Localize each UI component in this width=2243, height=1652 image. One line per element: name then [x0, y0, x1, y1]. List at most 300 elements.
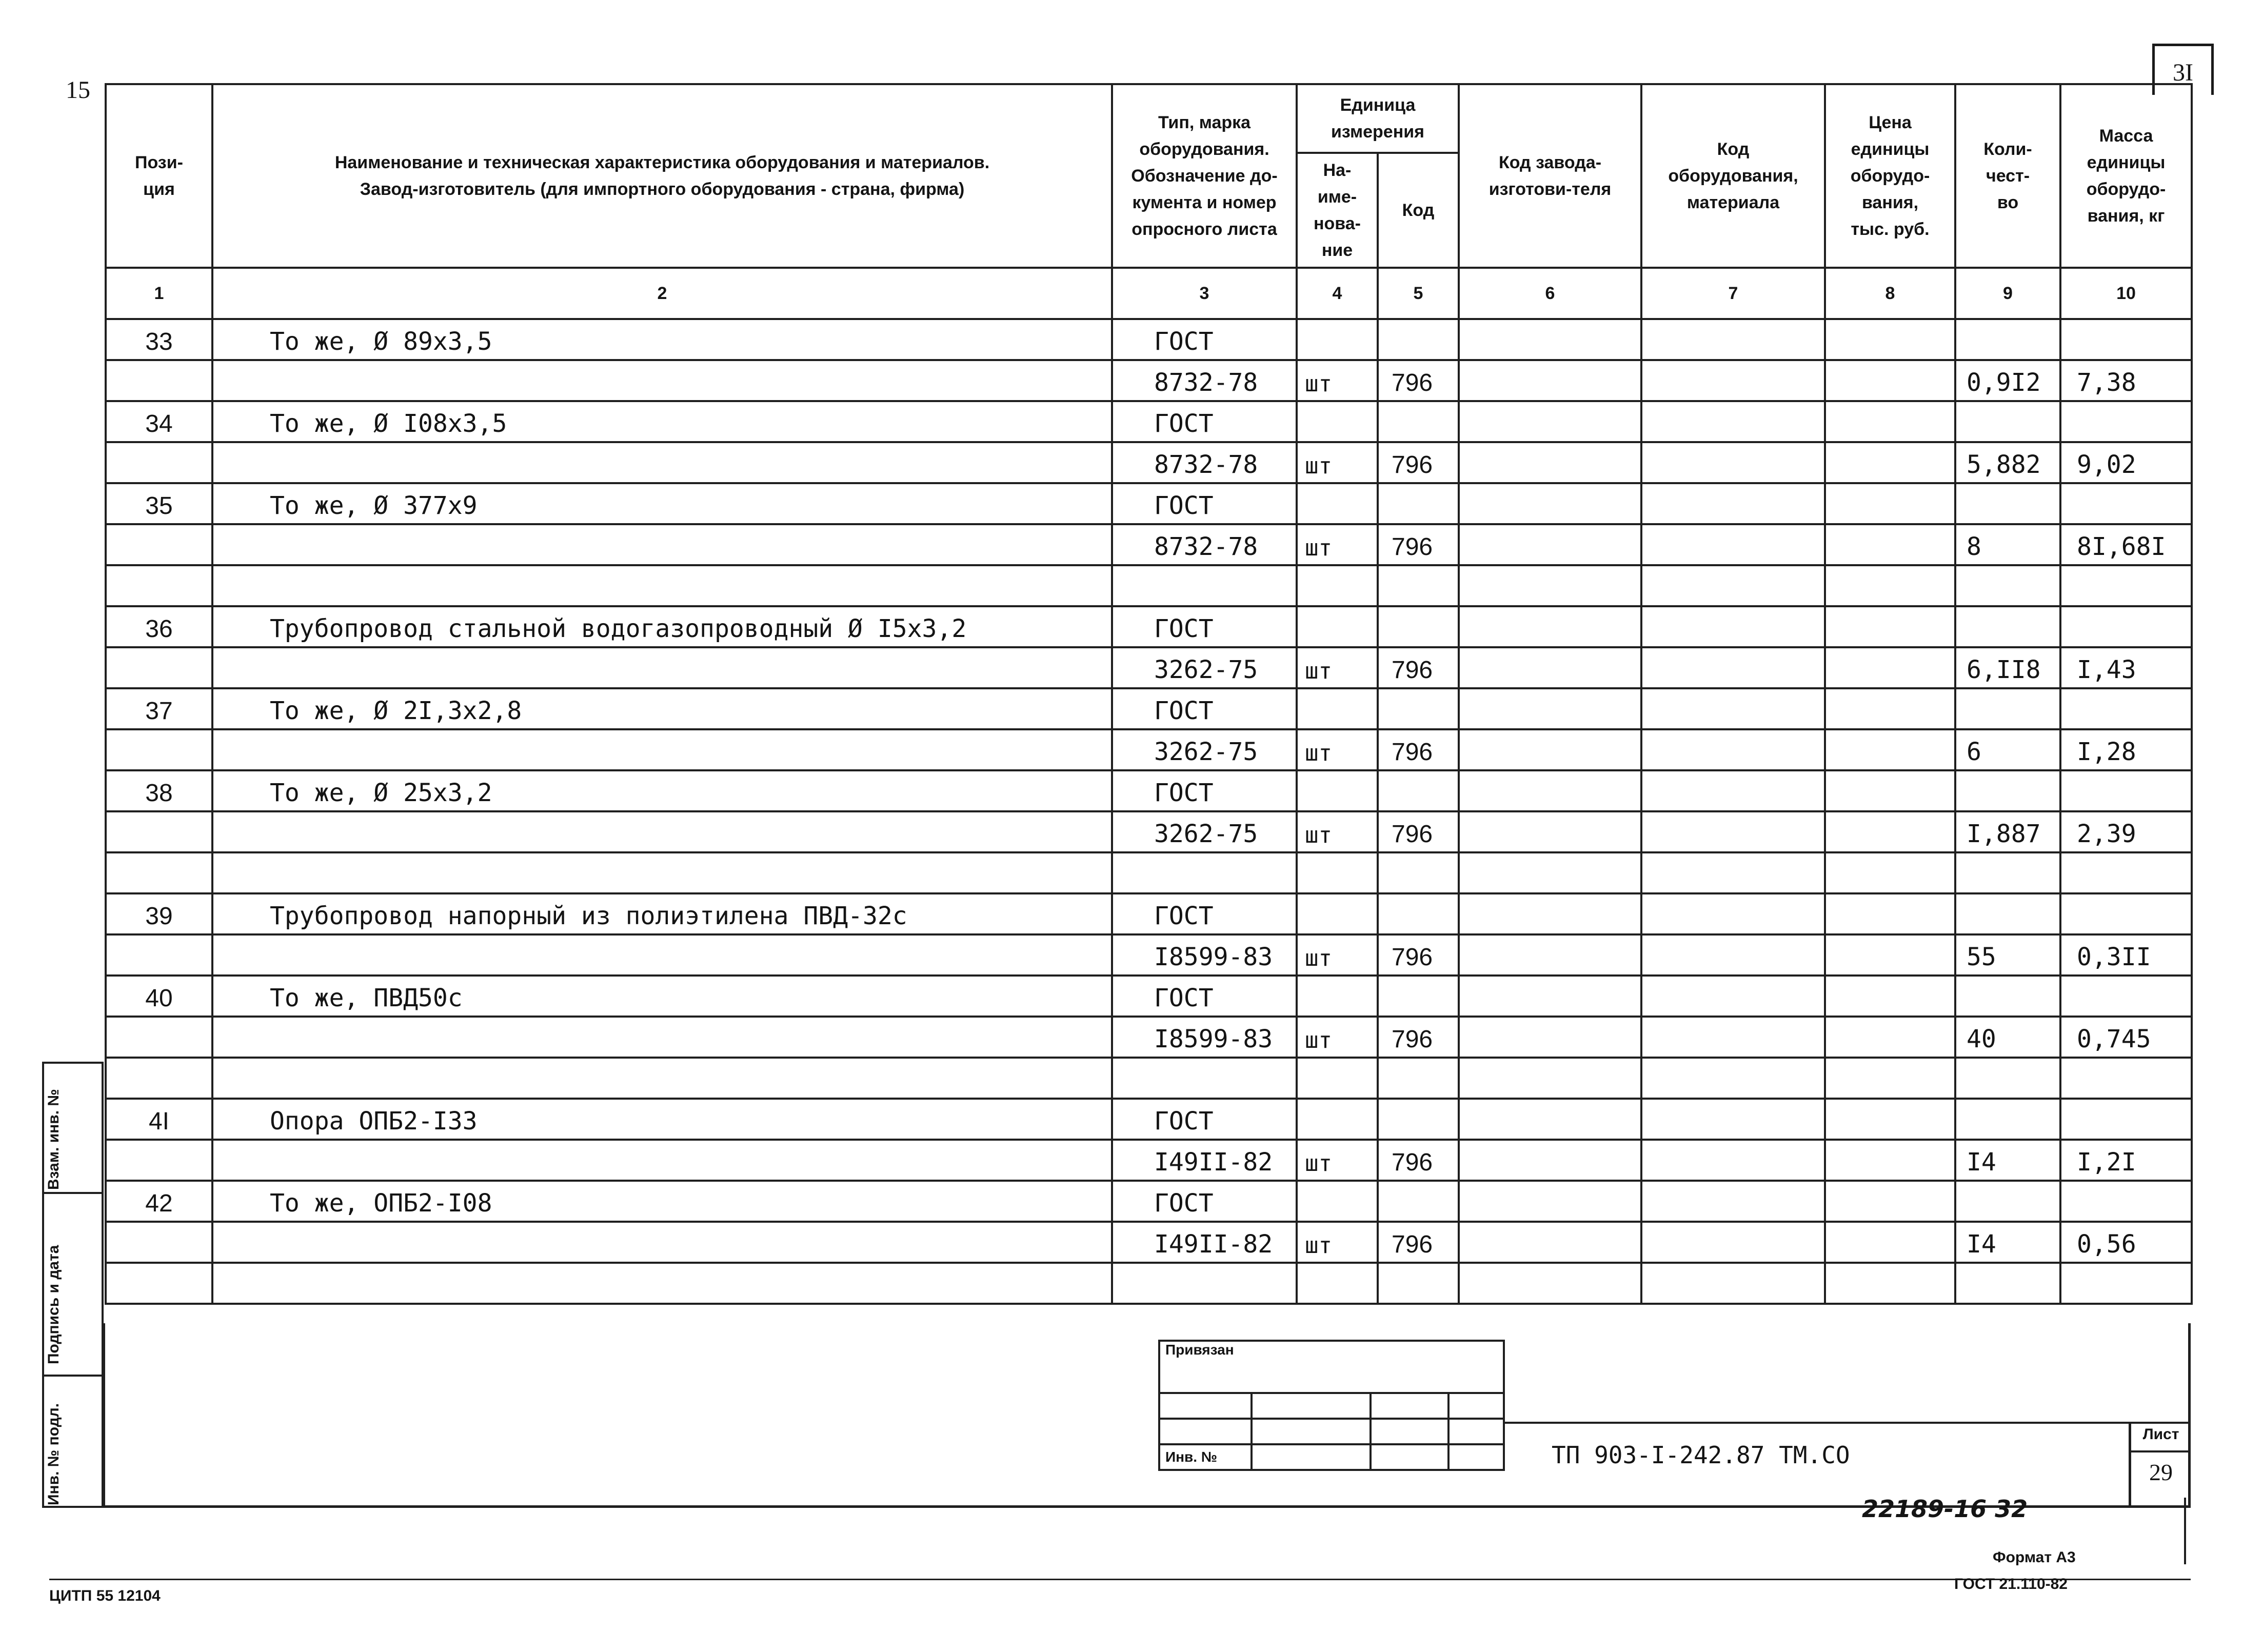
row-name: То же, Ø I08х3,5 [212, 401, 1112, 442]
row-price [1825, 1017, 1955, 1058]
row-name: То же, ПВД50с [212, 976, 1112, 1017]
row-qty: I,887 [1955, 811, 2060, 852]
row-mass: I,43 [2060, 647, 2192, 688]
row-unit: шт [1297, 360, 1378, 401]
row-equipment-code [1641, 1263, 1825, 1304]
row-code [1378, 976, 1459, 1017]
row-code [1378, 688, 1459, 729]
table-row [106, 1058, 2192, 1099]
row-mass [2060, 401, 2192, 442]
row-price [1825, 934, 1955, 976]
row-type: 8732-78 [1112, 442, 1297, 483]
table-row [106, 606, 2192, 647]
row-type: ГОСТ [1112, 606, 1297, 647]
row-qty [1955, 852, 2060, 893]
row-equipment-code [1641, 524, 1825, 565]
row-mass: 0,745 [2060, 1017, 2192, 1058]
row-factory-code [1459, 1017, 1641, 1058]
format-label: Формат А3 [1993, 1549, 2076, 1566]
row-name [212, 852, 1112, 893]
table-row [106, 688, 2192, 729]
row-factory-code [1459, 852, 1641, 893]
row-factory-code [1459, 770, 1641, 811]
row-price [1825, 606, 1955, 647]
row-name [212, 811, 1112, 852]
row-code [1378, 1099, 1459, 1140]
row-unit [1297, 1099, 1378, 1140]
table-row [106, 811, 2192, 852]
row-equipment-code [1641, 401, 1825, 442]
row-type: I8599-83 [1112, 1017, 1297, 1058]
row-price [1825, 1263, 1955, 1304]
row-unit [1297, 606, 1378, 647]
row-qty [1955, 1263, 2060, 1304]
row-qty [1955, 319, 2060, 360]
row-factory-code [1459, 1099, 1641, 1140]
row-factory-code [1459, 1058, 1641, 1099]
row-factory-code [1459, 1181, 1641, 1222]
row-code [1378, 483, 1459, 524]
row-factory-code [1459, 606, 1641, 647]
table-row [106, 1181, 2192, 1222]
sheet-number: 3I [2173, 59, 2193, 86]
doc-code: ТП 903-I-242.87 ТМ.СО [1552, 1441, 1850, 1469]
row-type: ГОСТ [1112, 1099, 1297, 1140]
row-code: 796 [1378, 360, 1459, 401]
row-name: То же, Ø 377х9 [212, 483, 1112, 524]
row-mass [2060, 1058, 2192, 1099]
row-factory-code [1459, 442, 1641, 483]
row-mass [2060, 893, 2192, 934]
row-position [106, 524, 212, 565]
row-factory-code [1459, 524, 1641, 565]
row-qty [1955, 1181, 2060, 1222]
col-number: 1 [106, 268, 212, 319]
col-number: 6 [1459, 268, 1641, 319]
row-mass: I,28 [2060, 729, 2192, 770]
gost-label: ГОСТ 21.110-82 [1954, 1576, 2068, 1593]
row-name: То же, Ø 2I,3х2,8 [212, 688, 1112, 729]
row-factory-code [1459, 1140, 1641, 1181]
row-type: ГОСТ [1112, 688, 1297, 729]
row-mass: 7,38 [2060, 360, 2192, 401]
row-mass [2060, 606, 2192, 647]
row-price [1825, 1222, 1955, 1263]
row-mass [2060, 1181, 2192, 1222]
row-code: 796 [1378, 524, 1459, 565]
side-label-signature: Подпись и дата [45, 1245, 62, 1364]
row-mass [2060, 852, 2192, 893]
row-qty: 40 [1955, 1017, 2060, 1058]
row-equipment-code [1641, 319, 1825, 360]
row-unit [1297, 1181, 1378, 1222]
row-qty [1955, 401, 2060, 442]
table-row [106, 934, 2192, 976]
row-name [212, 565, 1112, 606]
row-equipment-code [1641, 852, 1825, 893]
row-position [106, 647, 212, 688]
row-factory-code [1459, 1263, 1641, 1304]
row-qty: I4 [1955, 1222, 2060, 1263]
row-price [1825, 1099, 1955, 1140]
row-name [212, 729, 1112, 770]
col-number: 3 [1112, 268, 1297, 319]
row-position [106, 811, 212, 852]
row-price [1825, 1181, 1955, 1222]
col-unit-code-header: Код [1378, 153, 1459, 268]
col-factory-code-header: Код завода-изготови-теля [1459, 84, 1641, 268]
col-number: 5 [1378, 268, 1459, 319]
row-price [1825, 770, 1955, 811]
row-position [106, 442, 212, 483]
side-label-replaced-inv: Взам. инв. № [45, 1089, 62, 1190]
row-factory-code [1459, 893, 1641, 934]
row-code [1378, 1058, 1459, 1099]
row-unit: шт [1297, 811, 1378, 852]
table-row [106, 1140, 2192, 1181]
row-price [1825, 688, 1955, 729]
row-position: 42 [106, 1181, 212, 1222]
doc-code-line [1503, 1422, 2191, 1424]
row-name: То же, Ø 89х3,5 [212, 319, 1112, 360]
row-position: 34 [106, 401, 212, 442]
row-code: 796 [1378, 647, 1459, 688]
row-equipment-code [1641, 770, 1825, 811]
row-unit: шт [1297, 934, 1378, 976]
row-qty [1955, 893, 2060, 934]
table-row [106, 1263, 2192, 1304]
col-qty-header: Коли-чест-во [1955, 84, 2060, 268]
row-type: I49II-82 [1112, 1140, 1297, 1181]
row-unit [1297, 565, 1378, 606]
row-price [1825, 319, 1955, 360]
row-type: ГОСТ [1112, 893, 1297, 934]
row-unit [1297, 976, 1378, 1017]
row-position [106, 1058, 212, 1099]
row-price [1825, 442, 1955, 483]
row-equipment-code [1641, 483, 1825, 524]
row-qty [1955, 770, 2060, 811]
row-equipment-code [1641, 565, 1825, 606]
col-number: 2 [212, 268, 1112, 319]
row-position: 35 [106, 483, 212, 524]
row-price [1825, 1058, 1955, 1099]
row-name [212, 524, 1112, 565]
row-position [106, 729, 212, 770]
bottom-left-label: ЦИТП 55 12104 [49, 1587, 161, 1604]
row-qty: 6,II8 [1955, 647, 2060, 688]
row-position: 36 [106, 606, 212, 647]
table-row [106, 893, 2192, 934]
table-row [106, 1017, 2192, 1058]
row-mass [2060, 976, 2192, 1017]
table-row [106, 483, 2192, 524]
table-body [106, 319, 2192, 1304]
row-equipment-code [1641, 1058, 1825, 1099]
col-position-header: Пози- ция [106, 84, 212, 268]
row-code [1378, 852, 1459, 893]
row-type: ГОСТ [1112, 319, 1297, 360]
col-number: 4 [1297, 268, 1378, 319]
row-unit [1297, 1263, 1378, 1304]
row-type: 8732-78 [1112, 360, 1297, 401]
row-name [212, 934, 1112, 976]
row-code: 796 [1378, 442, 1459, 483]
row-equipment-code [1641, 442, 1825, 483]
col-price-header: Цена единицы оборудо-вания, тыс. руб. [1825, 84, 1955, 268]
row-qty: I4 [1955, 1140, 2060, 1181]
row-price [1825, 1140, 1955, 1181]
row-position [106, 1017, 212, 1058]
row-type: ГОСТ [1112, 1181, 1297, 1222]
row-unit [1297, 852, 1378, 893]
row-position [106, 1222, 212, 1263]
row-equipment-code [1641, 893, 1825, 934]
row-equipment-code [1641, 976, 1825, 1017]
col-name-header [212, 84, 1112, 268]
row-type: I8599-83 [1112, 934, 1297, 976]
row-mass [2060, 770, 2192, 811]
row-unit [1297, 401, 1378, 442]
row-unit: шт [1297, 1140, 1378, 1181]
row-mass [2060, 1099, 2192, 1140]
row-position: 37 [106, 688, 212, 729]
row-factory-code [1459, 1222, 1641, 1263]
row-code [1378, 401, 1459, 442]
row-equipment-code [1641, 811, 1825, 852]
row-unit: шт [1297, 524, 1378, 565]
row-qty [1955, 688, 2060, 729]
row-factory-code [1459, 976, 1641, 1017]
row-mass: 2,39 [2060, 811, 2192, 852]
row-mass: 0,3II [2060, 934, 2192, 976]
table-row [106, 852, 2192, 893]
attached-label: Привязан [1159, 1341, 1504, 1393]
table-row [106, 565, 2192, 606]
row-qty [1955, 1099, 2060, 1140]
row-name [212, 647, 1112, 688]
row-qty [1955, 606, 2060, 647]
row-code: 796 [1378, 934, 1459, 976]
table-row [106, 647, 2192, 688]
row-factory-code [1459, 319, 1641, 360]
col-name-header-line2: Завод-изготовитель (для импортного оборудования - страна, фирма) [360, 180, 965, 199]
row-factory-code [1459, 565, 1641, 606]
table-row [106, 442, 2192, 483]
row-unit [1297, 893, 1378, 934]
row-code: 796 [1378, 1222, 1459, 1263]
row-equipment-code [1641, 1140, 1825, 1181]
sheet-number-stamp: 29 [2149, 1459, 2173, 1485]
col-number: 10 [2060, 268, 2192, 319]
row-code [1378, 1181, 1459, 1222]
page-corner-number: 15 [66, 76, 90, 104]
row-equipment-code [1641, 729, 1825, 770]
row-type [1112, 565, 1297, 606]
row-code [1378, 1263, 1459, 1304]
row-equipment-code [1641, 934, 1825, 976]
row-type [1112, 1058, 1297, 1099]
col-number: 8 [1825, 268, 1955, 319]
row-name [212, 360, 1112, 401]
row-price [1825, 852, 1955, 893]
row-position: 39 [106, 893, 212, 934]
row-factory-code [1459, 401, 1641, 442]
row-unit: шт [1297, 729, 1378, 770]
row-mass [2060, 319, 2192, 360]
bottom-rule [49, 1579, 2191, 1580]
row-type: 3262-75 [1112, 811, 1297, 852]
row-code [1378, 770, 1459, 811]
table-row [106, 401, 2192, 442]
row-code: 796 [1378, 811, 1459, 852]
row-position [106, 934, 212, 976]
row-unit [1297, 483, 1378, 524]
row-type: 3262-75 [1112, 647, 1297, 688]
row-name [212, 442, 1112, 483]
row-equipment-code [1641, 1181, 1825, 1222]
row-unit: шт [1297, 1017, 1378, 1058]
row-code [1378, 565, 1459, 606]
row-code: 796 [1378, 1017, 1459, 1058]
row-mass: 8I,68I [2060, 524, 2192, 565]
row-position [106, 1263, 212, 1304]
row-name: То же, ОПБ2-I08 [212, 1181, 1112, 1222]
col-equipment-code-header: Код оборудования, материала [1641, 84, 1825, 268]
row-factory-code [1459, 934, 1641, 976]
row-factory-code [1459, 360, 1641, 401]
row-qty [1955, 1058, 2060, 1099]
row-qty [1955, 976, 2060, 1017]
row-price [1825, 483, 1955, 524]
col-name-header-line1: Наименование и техническая характеристика оборудования и материалов. [334, 153, 990, 172]
handwritten-number: 22189-16 32 [1862, 1495, 2028, 1523]
table-row [106, 976, 2192, 1017]
row-price [1825, 524, 1955, 565]
table-row [106, 524, 2192, 565]
row-code: 796 [1378, 1140, 1459, 1181]
col-number: 7 [1641, 268, 1825, 319]
row-qty [1955, 483, 2060, 524]
row-name: Трубопровод стальной водогазопроводный Ø I5х3,2 [212, 606, 1112, 647]
row-mass [2060, 483, 2192, 524]
row-equipment-code [1641, 1017, 1825, 1058]
row-factory-code [1459, 729, 1641, 770]
row-unit [1297, 688, 1378, 729]
row-position: 33 [106, 319, 212, 360]
row-factory-code [1459, 688, 1641, 729]
row-price [1825, 647, 1955, 688]
table-row [106, 770, 2192, 811]
row-unit [1297, 319, 1378, 360]
row-price [1825, 360, 1955, 401]
row-equipment-code [1641, 688, 1825, 729]
row-mass [2060, 565, 2192, 606]
row-position: 40 [106, 976, 212, 1017]
side-label-original-inv: Инв. № подл. [45, 1403, 62, 1505]
row-position: 38 [106, 770, 212, 811]
row-name: То же, Ø 25х3,2 [212, 770, 1112, 811]
row-price [1825, 401, 1955, 442]
row-mass [2060, 1263, 2192, 1304]
row-unit: шт [1297, 647, 1378, 688]
inv-label: Инв. № [1159, 1444, 1252, 1470]
row-type: ГОСТ [1112, 770, 1297, 811]
row-unit: шт [1297, 442, 1378, 483]
table-row [106, 360, 2192, 401]
row-price [1825, 893, 1955, 934]
row-type: I49II-82 [1112, 1222, 1297, 1263]
row-price [1825, 729, 1955, 770]
sheet-label: Лист [2131, 1422, 2191, 1452]
attachment-stamp [1158, 1340, 1505, 1471]
row-mass: 9,02 [2060, 442, 2192, 483]
row-code: 796 [1378, 729, 1459, 770]
row-name [212, 1017, 1112, 1058]
row-price [1825, 976, 1955, 1017]
row-type [1112, 852, 1297, 893]
row-factory-code [1459, 811, 1641, 852]
row-name [212, 1222, 1112, 1263]
col-number: 9 [1955, 268, 2060, 319]
row-code [1378, 319, 1459, 360]
table-row [106, 1222, 2192, 1263]
table-row [106, 729, 2192, 770]
row-name [212, 1263, 1112, 1304]
col-type-header: Тип, марка оборудования. Обозначение до-кумента и номер опросного листа [1112, 84, 1297, 268]
right-edge-mark [2184, 1498, 2186, 1564]
row-factory-code [1459, 647, 1641, 688]
row-code [1378, 606, 1459, 647]
specification-table [105, 83, 2193, 1305]
row-mass: 0,56 [2060, 1222, 2192, 1263]
col-unit-name-header: На-име-нова-ние [1297, 153, 1378, 268]
row-price [1825, 565, 1955, 606]
row-qty: 5,882 [1955, 442, 2060, 483]
row-name: Опора ОПБ2-I33 [212, 1099, 1112, 1140]
row-qty: 55 [1955, 934, 2060, 976]
row-name: Трубопровод напорный из полиэтилена ПВД-32с [212, 893, 1112, 934]
sheet-label-box [2129, 1422, 2191, 1508]
row-position [106, 1140, 212, 1181]
column-number-row [106, 268, 2192, 319]
row-code [1378, 893, 1459, 934]
row-qty [1955, 565, 2060, 606]
row-position: 4I [106, 1099, 212, 1140]
table-row [106, 319, 2192, 360]
row-type: ГОСТ [1112, 976, 1297, 1017]
row-type: 3262-75 [1112, 729, 1297, 770]
row-type: ГОСТ [1112, 483, 1297, 524]
row-name [212, 1140, 1112, 1181]
row-equipment-code [1641, 1222, 1825, 1263]
header-row-1 [106, 84, 2192, 153]
row-mass: I,2I [2060, 1140, 2192, 1181]
row-equipment-code [1641, 647, 1825, 688]
row-equipment-code [1641, 360, 1825, 401]
row-equipment-code [1641, 1099, 1825, 1140]
row-factory-code [1459, 483, 1641, 524]
row-qty: 6 [1955, 729, 2060, 770]
row-price [1825, 811, 1955, 852]
row-equipment-code [1641, 606, 1825, 647]
row-qty: 8 [1955, 524, 2060, 565]
row-name [212, 1058, 1112, 1099]
row-type [1112, 1263, 1297, 1304]
row-position [106, 852, 212, 893]
table-row [106, 1099, 2192, 1140]
col-unit-group-header: Единица измерения [1297, 84, 1459, 153]
